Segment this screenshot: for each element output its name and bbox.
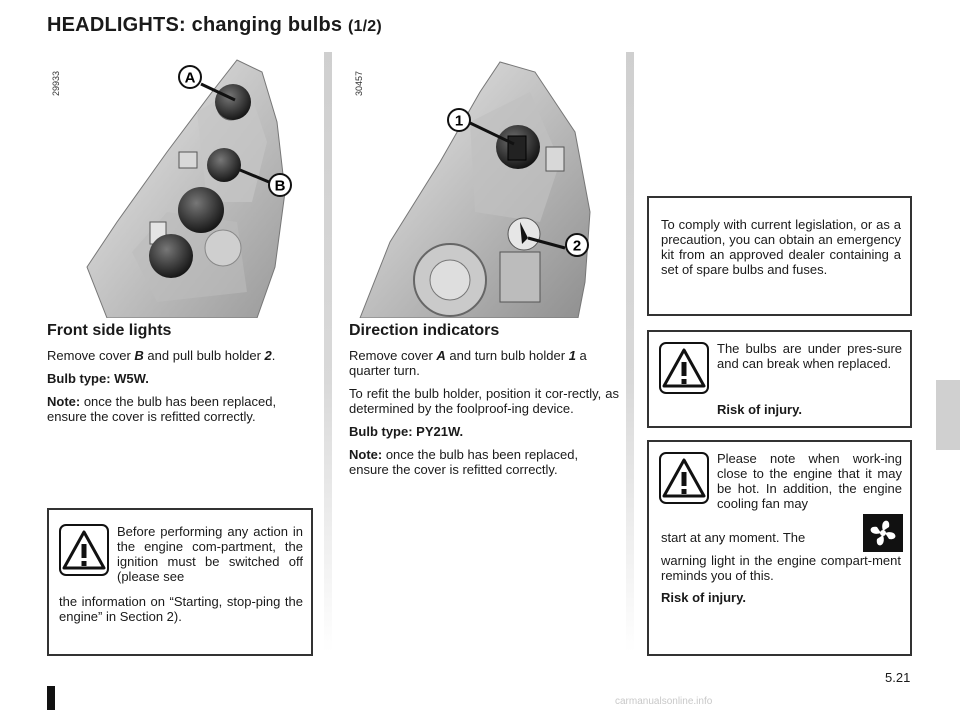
headlight-illustration-right bbox=[350, 52, 620, 318]
section-front-side-lights bbox=[47, 322, 317, 424]
warning-bulbs-risk: Risk of injury. bbox=[717, 402, 802, 417]
figure-headlight-rear-right bbox=[350, 52, 620, 318]
warning-triangle-icon bbox=[659, 452, 709, 504]
note-direction-indicators: Note: once the bulb has been replaced, ensure the cover is refitted correctly. bbox=[349, 447, 579, 477]
info-legislation-text: To comply with current legislation, or as a precaution, you can obtain an emergency kit from an approved dealer containing a set of spare bulbs and fuses. bbox=[661, 217, 901, 277]
warning-box-bulbs-pressure bbox=[647, 330, 912, 428]
warning-fan-risk: Risk of injury. bbox=[661, 590, 746, 605]
figure-headlight-rear-left bbox=[47, 52, 317, 318]
callout-2 bbox=[564, 232, 590, 258]
heading-direction-indicators: Direction indicators bbox=[349, 322, 500, 339]
warning-fan-text-c: warning light in the engine compart-ment reminds you of this. bbox=[661, 553, 901, 583]
cover-low-beam-cap bbox=[178, 187, 224, 233]
warning-triangle-icon bbox=[659, 342, 709, 394]
instruction-front-side-lights: Remove cover B and pull bulb holder 2. bbox=[47, 348, 276, 363]
cover-high-beam-cap bbox=[149, 234, 193, 278]
corner-mark bbox=[47, 686, 55, 710]
figure-ref-right: 30457 bbox=[354, 70, 364, 96]
warning-engine-text-a: Before performing any action in the engine com-partment, the ignition must be switched off (please see bbox=[117, 524, 303, 584]
cooling-fan-warning-light-icon bbox=[863, 514, 903, 552]
cover-b-cap bbox=[207, 148, 241, 182]
warning-fan-text-b: start at any moment. The bbox=[661, 530, 806, 545]
svg-text:1: 1 bbox=[454, 112, 464, 130]
section-side-tab bbox=[936, 380, 960, 450]
svg-text:B: B bbox=[274, 177, 286, 195]
instruction-direction-indicators: Remove cover A and turn bulb holder 1 a quarter turn. bbox=[349, 348, 587, 378]
page-title-main: HEADLIGHTS: changing bulbs bbox=[47, 14, 343, 36]
warning-box-cooling-fan bbox=[647, 440, 912, 656]
cover-a-cap bbox=[215, 84, 251, 120]
svg-text:A: A bbox=[184, 69, 196, 87]
column-divider-right bbox=[626, 52, 634, 652]
svg-text:2: 2 bbox=[572, 237, 582, 255]
page-title bbox=[47, 14, 382, 37]
bulb-type-direction-indicators: Bulb type: PY21W. bbox=[349, 424, 464, 439]
watermark: carmanualsonline.info bbox=[615, 696, 713, 707]
refit-direction-indicators: To refit the bulb holder, position it cor-rectly, as determined by the foolproof-ing device. bbox=[349, 386, 619, 416]
bulb-type-front-side-lights: Bulb type: W5W. bbox=[47, 371, 149, 386]
warning-fan-text-a: Please note when work-ing close to the engine that it may be hot. In addition, the engine cooling fan may bbox=[717, 451, 902, 511]
section-direction-indicators bbox=[349, 322, 619, 477]
warning-bulbs-text: The bulbs are under pres-sure and can break when replaced. bbox=[717, 341, 902, 371]
heading-front-side-lights: Front side lights bbox=[47, 322, 172, 339]
page-title-suffix: (1/2) bbox=[347, 18, 382, 35]
figure-ref-left: 29933 bbox=[51, 70, 61, 96]
page-number: 5.21 bbox=[885, 670, 911, 685]
warning-engine-text-b: the information on “Starting, stop-ping the engine” in Section 2). bbox=[59, 594, 303, 624]
callout-b bbox=[267, 172, 293, 198]
note-front-side-lights: Note: once the bulb has been replaced, ensure the cover is refitted correctly. bbox=[47, 394, 277, 424]
warning-box-engine-compartment bbox=[47, 508, 313, 656]
warning-triangle-icon bbox=[59, 524, 109, 576]
callout-1 bbox=[446, 107, 472, 133]
info-box-emergency-kit bbox=[647, 196, 912, 316]
callout-a bbox=[177, 64, 203, 90]
column-divider-left bbox=[324, 52, 332, 652]
